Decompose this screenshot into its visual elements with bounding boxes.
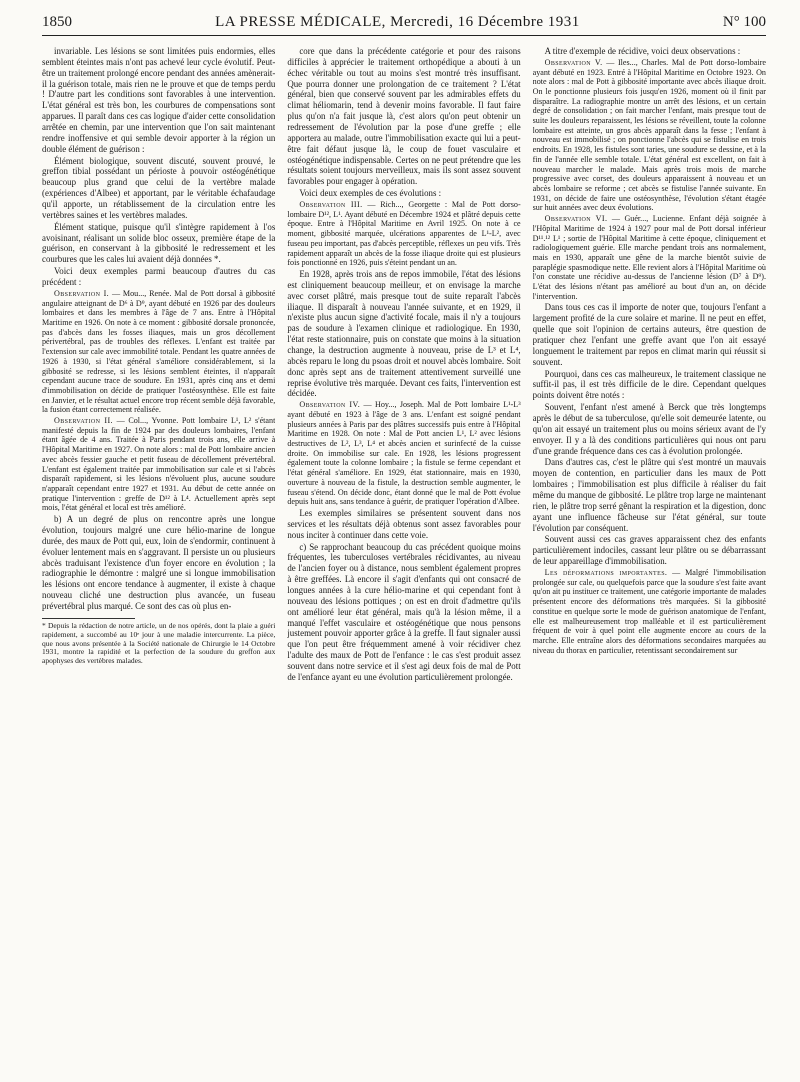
observation-label: Observation II. — [54, 416, 113, 426]
body-paragraph — [287, 508, 520, 541]
observation-paragraph — [533, 214, 766, 301]
paragraph-text: Les exemples similaires se présentent souvent dans nos services et les résultats déjà obtenus sont assez favorables pour nous inciter à continuer dans cette voie. — [287, 508, 521, 540]
observation-paragraph — [533, 568, 766, 655]
body-paragraph — [533, 369, 766, 402]
observation-label: Observation VI. — [544, 214, 608, 224]
paragraph-text: — Guér..., Lucienne. Enfant déjà soignée à l'Hôpital Maritime de 1924 à 1927 pour mal de Pott dorsal inférieur D¹¹.¹² L¹ ; sortie de l'Hôpital Maritime à cette époque, cliniquement et radiologiquement guérie. Elle marche pendant trois ans normalement, mais en 1930, apparaît une gêne de la marche bientôt suivie de paraplégie spasmodique nette. Elle revient alors à l'Hôpital Maritime où l'on constate une récidive au-dessus de l'ancienne lésion (D⁷ à D⁹). L'état des lésions n'étant pas amélioré au bout d'un an, on décide l'intervention. — [532, 214, 766, 301]
body-paragraph — [287, 188, 520, 199]
paragraph-text: b) A un degré de plus on rencontre après une longue évolution, toujours malgré une cure hélio-marine de longue durée, des maux de Pott qui, eux, loin de s'endormir, continuent à évoluer lentement mais en s'aggravant. Il persiste un ou plusieurs abcès traduisant l'existence d'un foyer encore en évolution ; la radiographie le démontre : malgré une si longue immobilisation les lésions ont encore tendance à augmenter, il existe à chaque nouveau cliché une destruction plus avancée, un fuseau prévertébral plus marqué. Ce sont des cas où plus en- — [42, 514, 276, 611]
observation-label: Observation IV. — [299, 400, 361, 410]
body-paragraph — [533, 457, 766, 533]
paragraph-text: A titre d'exemple de récidive, voici deux observations : — [544, 46, 741, 56]
paragraph-text: — Iles..., Charles. Mal de Pott dorso-lombaire ayant débuté en 1923. Entré à l'Hôpital Maritime en Octobre 1923. On note alors : mal de Pott à gibbosité importante avec abcès iliaque droit. On le ponctionne plusieurs fois jusqu'en 1926, moment où il finit par disparaître. La radiographie montre un arrêt des lésions, et un certain degré de consolidation ; on fait marcher l'enfant, mais presque tout de suite les douleurs reparaissent, les lésions se réveillent, toute la colonne lombaire est atteinte, un gros abcès apparaît dans la fesse ; l'enfant à nouveau est immobilisé ; on ponctionne l'abcès qui se fistulise en trois endroits. En 1928, les fistules sont taries, une soudure se dessine, et à la fin de l'année elle semble totale. L'état général est excellent, on fait à nouveau marcher le malade. Mais après trois mois de marche progressive avec corset, des douleurs apparaissent à nouveau et un abcès lombaire se reforme ; cet abcès se fistulise l'année suivante. En 1931, on décide de faire une ostéosynthèse, l'évolution s'étant étagée sur huit années avec deux évolutions. — [532, 57, 766, 213]
observation-label: Observation III. — [299, 200, 363, 210]
text-columns — [42, 46, 766, 1068]
column-2 — [287, 46, 520, 1068]
paragraph-text: Voici deux exemples de ces évolutions : — [299, 188, 442, 199]
paragraph-text: — Rich..., Georgette : Mal de Pott dorso-lombaire D¹², L¹. Ayant débuté en Décembre 1924 et plâtré depuis cette époque. Entre à l'Hôpital Maritime en Avril 1925. On note à ce moment, gibbosité marquée, ulcérations apparentes de L¹-L², avec fuseau peu important, pas d'abcès perceptible, réflexes un peu vifs. Très rapidement apparaît un abcès de la fosse iliaque droite qui est plusieurs fois ponctionné en 1926, puis s'éteint pendant un an. — [287, 200, 521, 268]
observation-paragraph — [42, 289, 275, 415]
body-paragraph — [287, 46, 520, 187]
body-paragraph — [533, 46, 766, 57]
paragraph-text: Élément statique, puisque qu'il s'intègre rapidement à l'os avoisinant, réalisant un solide bloc osseux, première étape de la guérison, en conservant à la gibbosité le redressement et les courbures que les cales lui avaient déjà données *. — [42, 221, 276, 265]
body-paragraph — [42, 514, 275, 612]
paragraph-text: c) Se rapprochant beaucoup du cas précédent quoique moins fréquentes, les tuberculoses vertébrales récidivantes, au niveau de l'ancien foyer ou à distance, nous semblent également propres à être greffées. Là encore il s'agit d'enfants qui ont consacré de longues années à la cure hélio-marine et qui cependant font à nouveau des lésions pottiques ; on est en droit d'admettre qu'ils ont amélioré leur état général, mais qu'à la lésion même, il a manqué l'effet vasculaire et ostéogénétique que nous pensons justement pouvoir apporter grâce à la greffe. Il faut signaler aussi que l'on peut être fréquemment amené à voir récidiver chez l'adulte des maux de Pott de l'enfance : le cas s'est produit assez souvent dans notre service et il s'est agi deux fois de mal de Pott de l'enfance ayant eu une évolution particulièrement prolongée. — [287, 541, 521, 682]
body-paragraph — [287, 542, 520, 683]
paragraph-text: — Malgré l'immobilisation prolongée sur cale, ou quelquefois parce que la soudure s'est faite avant qu'on ait pu instituer ce traitement, une catégorie importante de malades présentent encore des déformations très marquées. Si la gibbosité constitue en quelque sorte le mode de guérison anatomique de l'enfant, elle est malheureusement trop malléable et il est particulièrement fréquent de voir à quel point elle augmente encore au cours de la marche. Elle entraîne alors des déformations secondaires marquées au niveau du thorax en particulier, retentissant secondairement sur — [532, 568, 766, 655]
body-paragraph — [42, 266, 275, 288]
running-title: LA PRESSE MÉDICALE, Mercredi, 16 Décembre 1931 — [215, 14, 580, 30]
body-paragraph — [533, 302, 766, 367]
paragraph-text: invariable. Les lésions se sont limitées puis endormies, elles semblent éteintes mais n'ont pas achevé leur cycle évolutif. Peut-être un traitement prolongé encore pendant des années amènerait-il la guérison totale, mais rien ne le prouve et que de temps perdu ! D'autre part les conditions sont favorables à une intervention. L'état général est très bon, les courbures de compensations sont apparues. Il paraît dans ces cas logique d'aider cette consolidation arrêtée en chemin, par une intervention que l'on sait maintenant rendre inoffensive et qui semble devoir apporter à la région un double élément de guérison : — [42, 46, 276, 154]
paragraph-text: Pourquoi, dans ces cas malheureux, le traitement classique ne suffit-il pas, il est très difficile de le dire. Cependant quelques points doivent être notés : — [532, 368, 766, 401]
paragraph-text: — Hoy..., Joseph. Mal de Pott lombaire L¹-L³ ayant débuté en 1923 à l'âge de 3 ans. L'enfant est soigné pendant plusieurs années à Paris par des plâtres successifs puis entre à l'Hôpital Maritime en 1928. On note : Mal de Pott ancien L¹, L² avec lésions destructives de L², L³, L⁴ et abcès ancien et surinfecté de la cuisse droite. On immobilise sur cale. En 1928, les lésions progressent également toute la colonne lombaire ; la fistule se ferme cependant et l'état général s'améliore. En 1929, état stationnaire, mais en 1930, ouverture à nouveau de la fistule, la destruction semble augmenter, le fuseau s'étend. On décide donc, étant donné que le mal de Pott évolue depuis huit ans, sans tendance à guérir, de pratiquer l'opération d'Albee. — [287, 400, 521, 507]
column-3 — [533, 46, 766, 1068]
paragraph-text: core que dans la précédente catégorie et pour des raisons difficiles à apprécier le traitement orthopédique a abouti à un échec véritable ou tout au moins s'est montré très insuffisant. Que pourra donner une prolongation de ce traitement ? L'état général, bien que conservé souvent par les admirables effets du climat héliomarin, tend à devenir moins favorable. Il faut faire plus qu'on n'a fait jusque là, c'est alors qu'on peut obtenir un redressement de l'évolution par la pose d'une greffe ; elle apportera au malade, outre l'immobilisation exacte qui lui a peut-être fait défaut jusque là, le coup de fouet vasculaire et ostéogénétique indispensable. Certes on ne peut prétendre que les résultats soient toujours merveilleux, mais ils sont assez souvent favorables pour engager à opération. — [287, 46, 521, 187]
observation-label: Observation V. — [544, 57, 603, 67]
observation-paragraph — [42, 416, 275, 513]
body-paragraph — [533, 402, 766, 456]
paragraph-text: Élément biologique, souvent discuté, souvent prouvé, le greffon tibial possédant un périoste à pouvoir ostéogénétique beaucoup plus grand que celui de la vertèbre malade (expériences d'Albee) et apportant, par le véritable échafaudage qu'il apporte, un rétablissement de la circulation entre les vertèbres saines et les vertèbres malades. — [42, 155, 276, 220]
footnote: * Depuis la rédaction de notre article, un de nos opérés, dont la plaie a guéri rapidement, a succombé au 10ᵉ jour à une maladie intercurrente. La pièce, que nous avons présentée à la Société nationale de Chirurgie le 14 Octobre 1931, montre la rapidité et la perfection de la soudure du greffon aux apophyses des vertèbres malades. — [42, 620, 276, 666]
observation-paragraph — [533, 58, 766, 213]
observation-paragraph — [287, 400, 520, 507]
observation-paragraph — [287, 200, 520, 268]
issue-number: N° 100 — [722, 14, 766, 30]
page-number: 1850 — [42, 14, 72, 30]
paragraph-text: Souvent aussi ces cas graves apparaissent chez des enfants particulièrement indociles, cassant leur plâtre ou se débarrassant de leur appareillage d'immobilisation. — [532, 534, 766, 567]
paragraph-text: Voici deux exemples parmi beaucoup d'autres du cas précédent : — [42, 266, 276, 288]
body-paragraph — [287, 269, 520, 399]
observation-label: Les déformations importantes. — [544, 568, 668, 578]
column-1 — [42, 46, 275, 1068]
page-header — [42, 14, 766, 36]
paragraph-text: Dans tous ces cas il importe de noter que, toujours l'enfant a largement profité de la cure solaire et marine. Il ne peut en effet, quelle que soit l'opinion de certains auteurs, être question de pratiquer chez l'enfant une greffe avant que l'on ait essayé longuement le traitement par repos en climat marin qui réussit si souvent. — [532, 302, 766, 367]
observation-label: Observation I. — [54, 288, 110, 298]
paragraph-text: Dans d'autres cas, c'est le plâtre qui s'est montré un mauvais moyen de contention, en particulier dans les maux de Pott lombaires ; l'immobilisation est plus difficile à réaliser du fait même du manque de gibbosité. Le plâtre trop large ne maintenant rien, le plâtre trop serré gênant la respiration et la digestion, donc ayant une influence fâcheuse sur l'état général, sur toute l'évolution par conséquent. — [532, 457, 766, 533]
paragraph-text: — Col..., Yvonne. Pott lombaire L¹, L² s'étant manifesté depuis la fin de 1924 par des douleurs lombaires, l'enfant étant âgée de 4 ans. Traitée à Paris pendant trois ans, elle arrive à l'Hôpital Maritime en 1927. On note alors : mal de Pott lombaire ancien avec abcès fessier gauche et petit fuseau de décollement prévertébral. L'enfant est également traitée par immobilisation sur cale et si l'abcès disparaît rapidement, si les lésions n'évoluent plus, aucune soudure n'apparaît cependant entre 1927 et 1931. Au début de cette année on pratique l'intervention : greffe de D¹² à L⁴. Actuellement après sept mois, l'état général et local est très amélioré. — [42, 416, 276, 513]
paragraph-text: En 1928, après trois ans de repos immobile, l'état des lésions est cliniquement beaucoup meilleur, et on envisage la marche avec corset plâtré, mais presque tout de suite reparaît l'abcès iliaque. Il disparaît à nouveau l'année suivante, et en 1929, il n'existe plus aucun signe d'activité focale, mais il n'y a toujours pas de soudure à l'examen clinique et radiologique. En 1930, l'état reste stationnaire, puis on constate que moins à la situation change, la destruction augmente à nouveau, prise de L³ et L⁴, abcès reparu le long du psoas droit et nouvel abcès lombaire. Soit donc après sept ans de traitement attentivement surveillé une reprise évolutive très marquée. Devant ces faits, l'intervention est décidée. — [287, 268, 521, 399]
footnote-rule — [42, 618, 135, 619]
paragraph-text: Souvent, l'enfant n'est amené à Berck que très longtemps après le début de sa tuberculose, qu'elle soit demeurée latente, ou qu'on ait essayé un traitement plus ou moins sérieux avant de l'y envoyer. Il y a là des conditions particulières qui nous ont paru d'une grande fréquence dans ces cas à évolution prolongée. — [532, 402, 766, 456]
paragraph-text: — Mou..., Renée. Mal de Pott dorsal à gibbosité angulaire atteignant de D⁶ à D⁹, ayant débuté en 1926 par des douleurs lombaires et dans les membres à l'âge de 7 ans. Entre à l'Hôpital Maritime en 1926. On note à ce moment : gibbosité dorsale prononcée, pas d'abcès dans les fosses iliaques, mais un gros décollement périvertébral, pas de troubles des réflexes. L'enfant est traitée par l'extension sur cale avec immobilité totale. Pendant les quatre années de 1926 à 1930, si l'état général s'améliore considérablement, si la gibbosité se redresse, si les lésions semblent éteintes, il n'apparaît cependant aucune trace de soudure. En 1931, après cinq ans et demi d'immobilisation on décide de pratiquer l'ostéosynthèse. Elle est faite en Janvier, et le résultat actuel encore trop récent semble déjà favorable, la fusion étant correctement réalisée. — [42, 288, 276, 415]
body-paragraph — [42, 222, 275, 265]
body-paragraph — [42, 46, 275, 155]
body-paragraph — [42, 156, 275, 221]
body-paragraph — [533, 534, 766, 567]
